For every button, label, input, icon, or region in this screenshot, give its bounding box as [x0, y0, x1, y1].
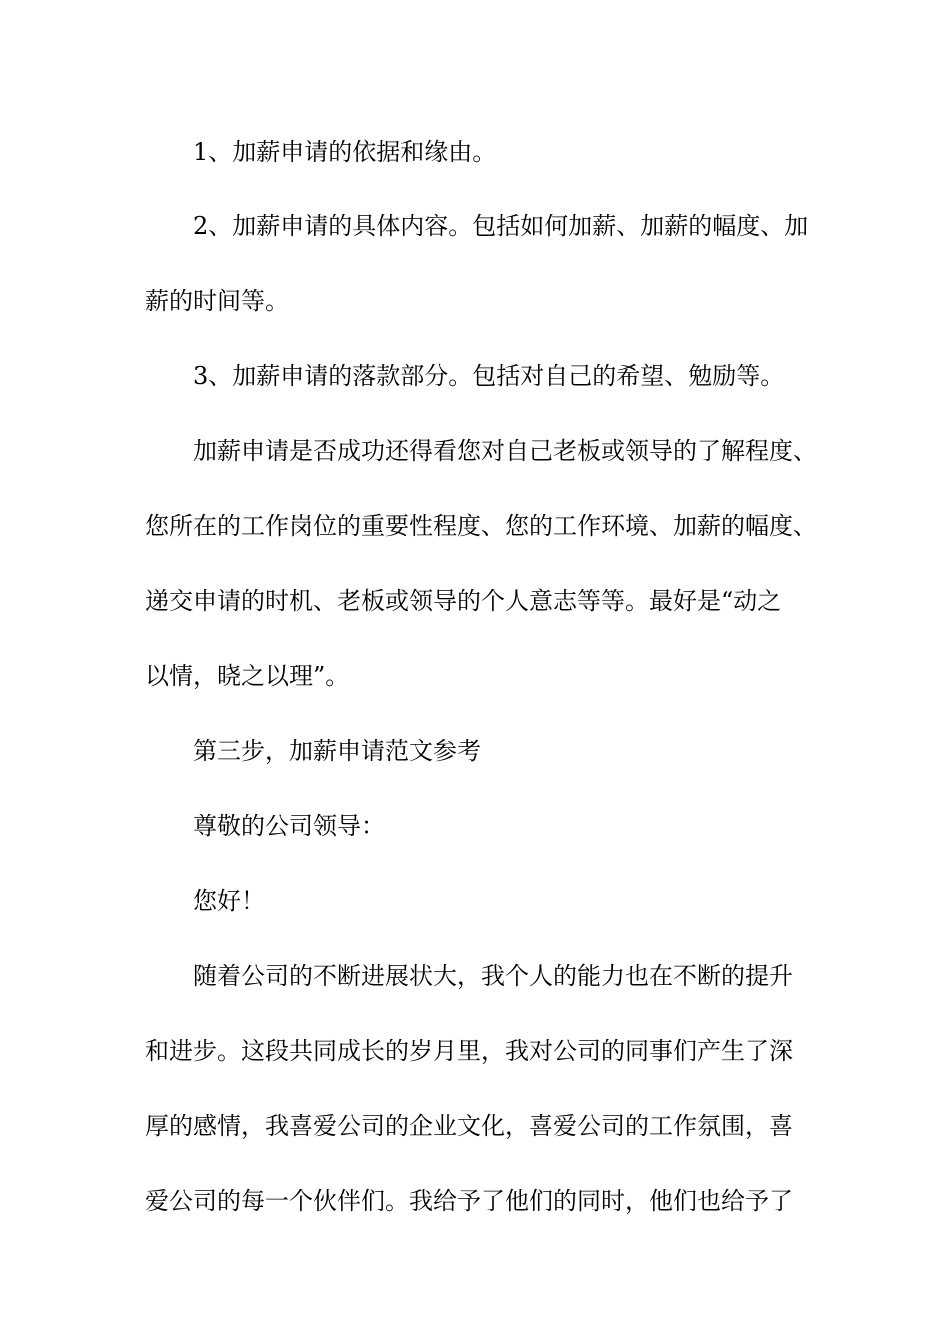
letter-salutation: 尊敬的公司领导：	[193, 812, 385, 840]
letter-body-line: 爱公司的每一个伙伴们。我给予了他们的同时，他们也给予了	[145, 1187, 793, 1215]
paragraph-line: 加薪申请是否成功还得看您对自己老板或领导的了解程度、	[193, 437, 817, 465]
list-item-3: 3、加薪申请的落款部分。包括对自己的希望、勉励等。	[193, 362, 785, 390]
paragraph-line: 您所在的工作岗位的重要性程度、您的工作环境、加薪的幅度、	[145, 512, 817, 540]
section-heading: 第三步，加薪申请范文参考	[193, 737, 481, 765]
list-item-2-continued: 薪的时间等。	[145, 287, 289, 315]
letter-greeting: 您好！	[193, 887, 265, 915]
paragraph-line: 递交申请的时机、老板或领导的个人意志等等。最好是“动之	[145, 587, 782, 615]
letter-body-line: 和进步。这段共同成长的岁月里，我对公司的同事们产生了深	[145, 1037, 793, 1065]
list-item-1: 1、加薪申请的依据和缘由。	[193, 138, 497, 166]
letter-body-line: 厚的感情，我喜爱公司的企业文化，喜爱公司的工作氛围，喜	[145, 1112, 793, 1140]
letter-body-line: 随着公司的不断进展状大，我个人的能力也在不断的提升	[193, 962, 793, 990]
paragraph-line: 以情，晓之以理”。	[145, 662, 350, 690]
list-item-2: 2、加薪申请的具体内容。包括如何加薪、加薪的幅度、加	[193, 212, 809, 240]
